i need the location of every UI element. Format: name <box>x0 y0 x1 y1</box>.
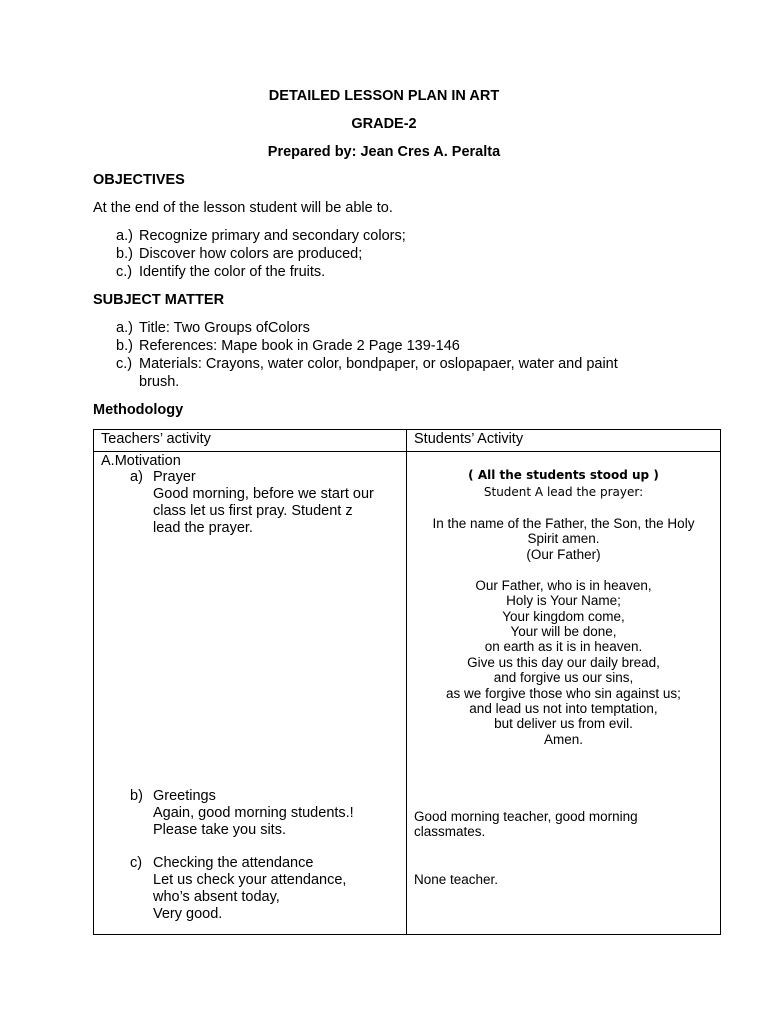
prayer-title: Prayer <box>153 469 196 485</box>
prayer-line: Spirit amen. <box>527 531 600 546</box>
methodology-table <box>93 429 721 935</box>
attendance-title: Checking the attendance <box>153 855 314 871</box>
list-text: Materials: Crayons, water color, bondpaper, or oslopapaer, water and paint <box>139 356 618 372</box>
teacher-line: Good morning, before we start our <box>153 486 374 502</box>
grade-label: GRADE-2 <box>351 116 417 132</box>
teacher-line: Let us check your attendance, <box>153 872 347 888</box>
student-column-header: Students’ Activity <box>414 431 524 447</box>
subject-item <box>116 338 460 354</box>
list-label: b.) <box>116 246 133 262</box>
greetings-title: Greetings <box>153 788 216 804</box>
teacher-line: Please take you sits. <box>153 822 286 838</box>
subject-item <box>116 320 310 336</box>
motivation-label: A.Motivation <box>101 453 181 469</box>
objective-item <box>116 264 325 280</box>
prayer-label: a) <box>130 469 143 485</box>
list-text: References: Mape book in Grade 2 Page 139-146 <box>139 338 460 354</box>
list-label: c.) <box>116 264 133 280</box>
student-line: Good morning teacher, good morning <box>414 809 638 824</box>
prayer-line: (Our Father) <box>526 547 601 562</box>
subject-item-continuation: brush. <box>139 374 180 390</box>
list-label: b.) <box>116 338 133 354</box>
subject-matter-heading: SUBJECT MATTER <box>93 292 225 308</box>
greetings-label: b) <box>130 788 143 804</box>
table-header-cell <box>94 430 407 452</box>
attendance-label: c) <box>130 855 143 871</box>
prayer-line: and lead us not into temptation, <box>469 701 658 716</box>
prayer-line: Holy is Your Name; <box>506 593 621 608</box>
table-header-row <box>94 430 721 452</box>
list-label: a.) <box>116 320 133 336</box>
objective-item <box>116 228 406 244</box>
objectives-heading: OBJECTIVES <box>93 172 185 188</box>
teacher-activity-cell <box>94 452 407 935</box>
prayer-line: Your kingdom come, <box>502 609 625 624</box>
prayer-line: Our Father, who is in heaven, <box>475 578 652 593</box>
prayer-line: Give us this day our daily bread, <box>467 655 660 670</box>
prayer-line: In the name of the Father, the Son, the Holy <box>432 516 695 531</box>
table-row <box>94 452 721 935</box>
teacher-line: class let us first pray. Student z <box>153 503 353 519</box>
prayer-line: Amen. <box>543 732 584 747</box>
prayer-line: on earth as it is in heaven. <box>484 639 643 654</box>
list-text: Identify the color of the fruits. <box>139 264 326 280</box>
list-label: c.) <box>116 356 133 372</box>
list-label: a.) <box>116 228 133 244</box>
student-line: classmates. <box>414 824 486 839</box>
objectives-intro: At the end of the lesson student will be able to. <box>93 200 393 216</box>
methodology-heading: Methodology <box>93 402 184 418</box>
list-text: Discover how colors are produced; <box>139 246 363 262</box>
teacher-column-header: Teachers’ activity <box>101 431 211 447</box>
teacher-line: who’s absent today, <box>153 889 280 905</box>
teacher-line: Very good. <box>153 906 223 922</box>
prayer-line: Your will be done, <box>510 624 617 639</box>
table-header-cell <box>407 430 721 452</box>
prayer-line: as we forgive those who sin against us; <box>446 686 681 701</box>
list-text: Title: Two Groups ofColors <box>139 320 310 336</box>
prepared-by: Prepared by: Jean Cres A. Peralta <box>267 144 501 160</box>
student-line: None teacher. <box>414 872 499 887</box>
prayer-line: and forgive us our sins, <box>493 670 634 685</box>
student-activity-cell <box>407 452 721 935</box>
objective-item <box>116 246 362 262</box>
teacher-line: Again, good morning students.! <box>153 805 354 821</box>
subject-item <box>116 356 618 372</box>
prayer-line: but deliver us from evil. <box>494 716 633 731</box>
list-text: Recognize primary and secondary colors; <box>139 228 406 244</box>
document-title: DETAILED LESSON PLAN IN ART <box>268 88 500 104</box>
student-note: ( All the students stood up ) <box>468 468 659 482</box>
student-lead: Student A lead the prayer: <box>483 485 644 499</box>
teacher-line: lead the prayer. <box>153 520 253 536</box>
